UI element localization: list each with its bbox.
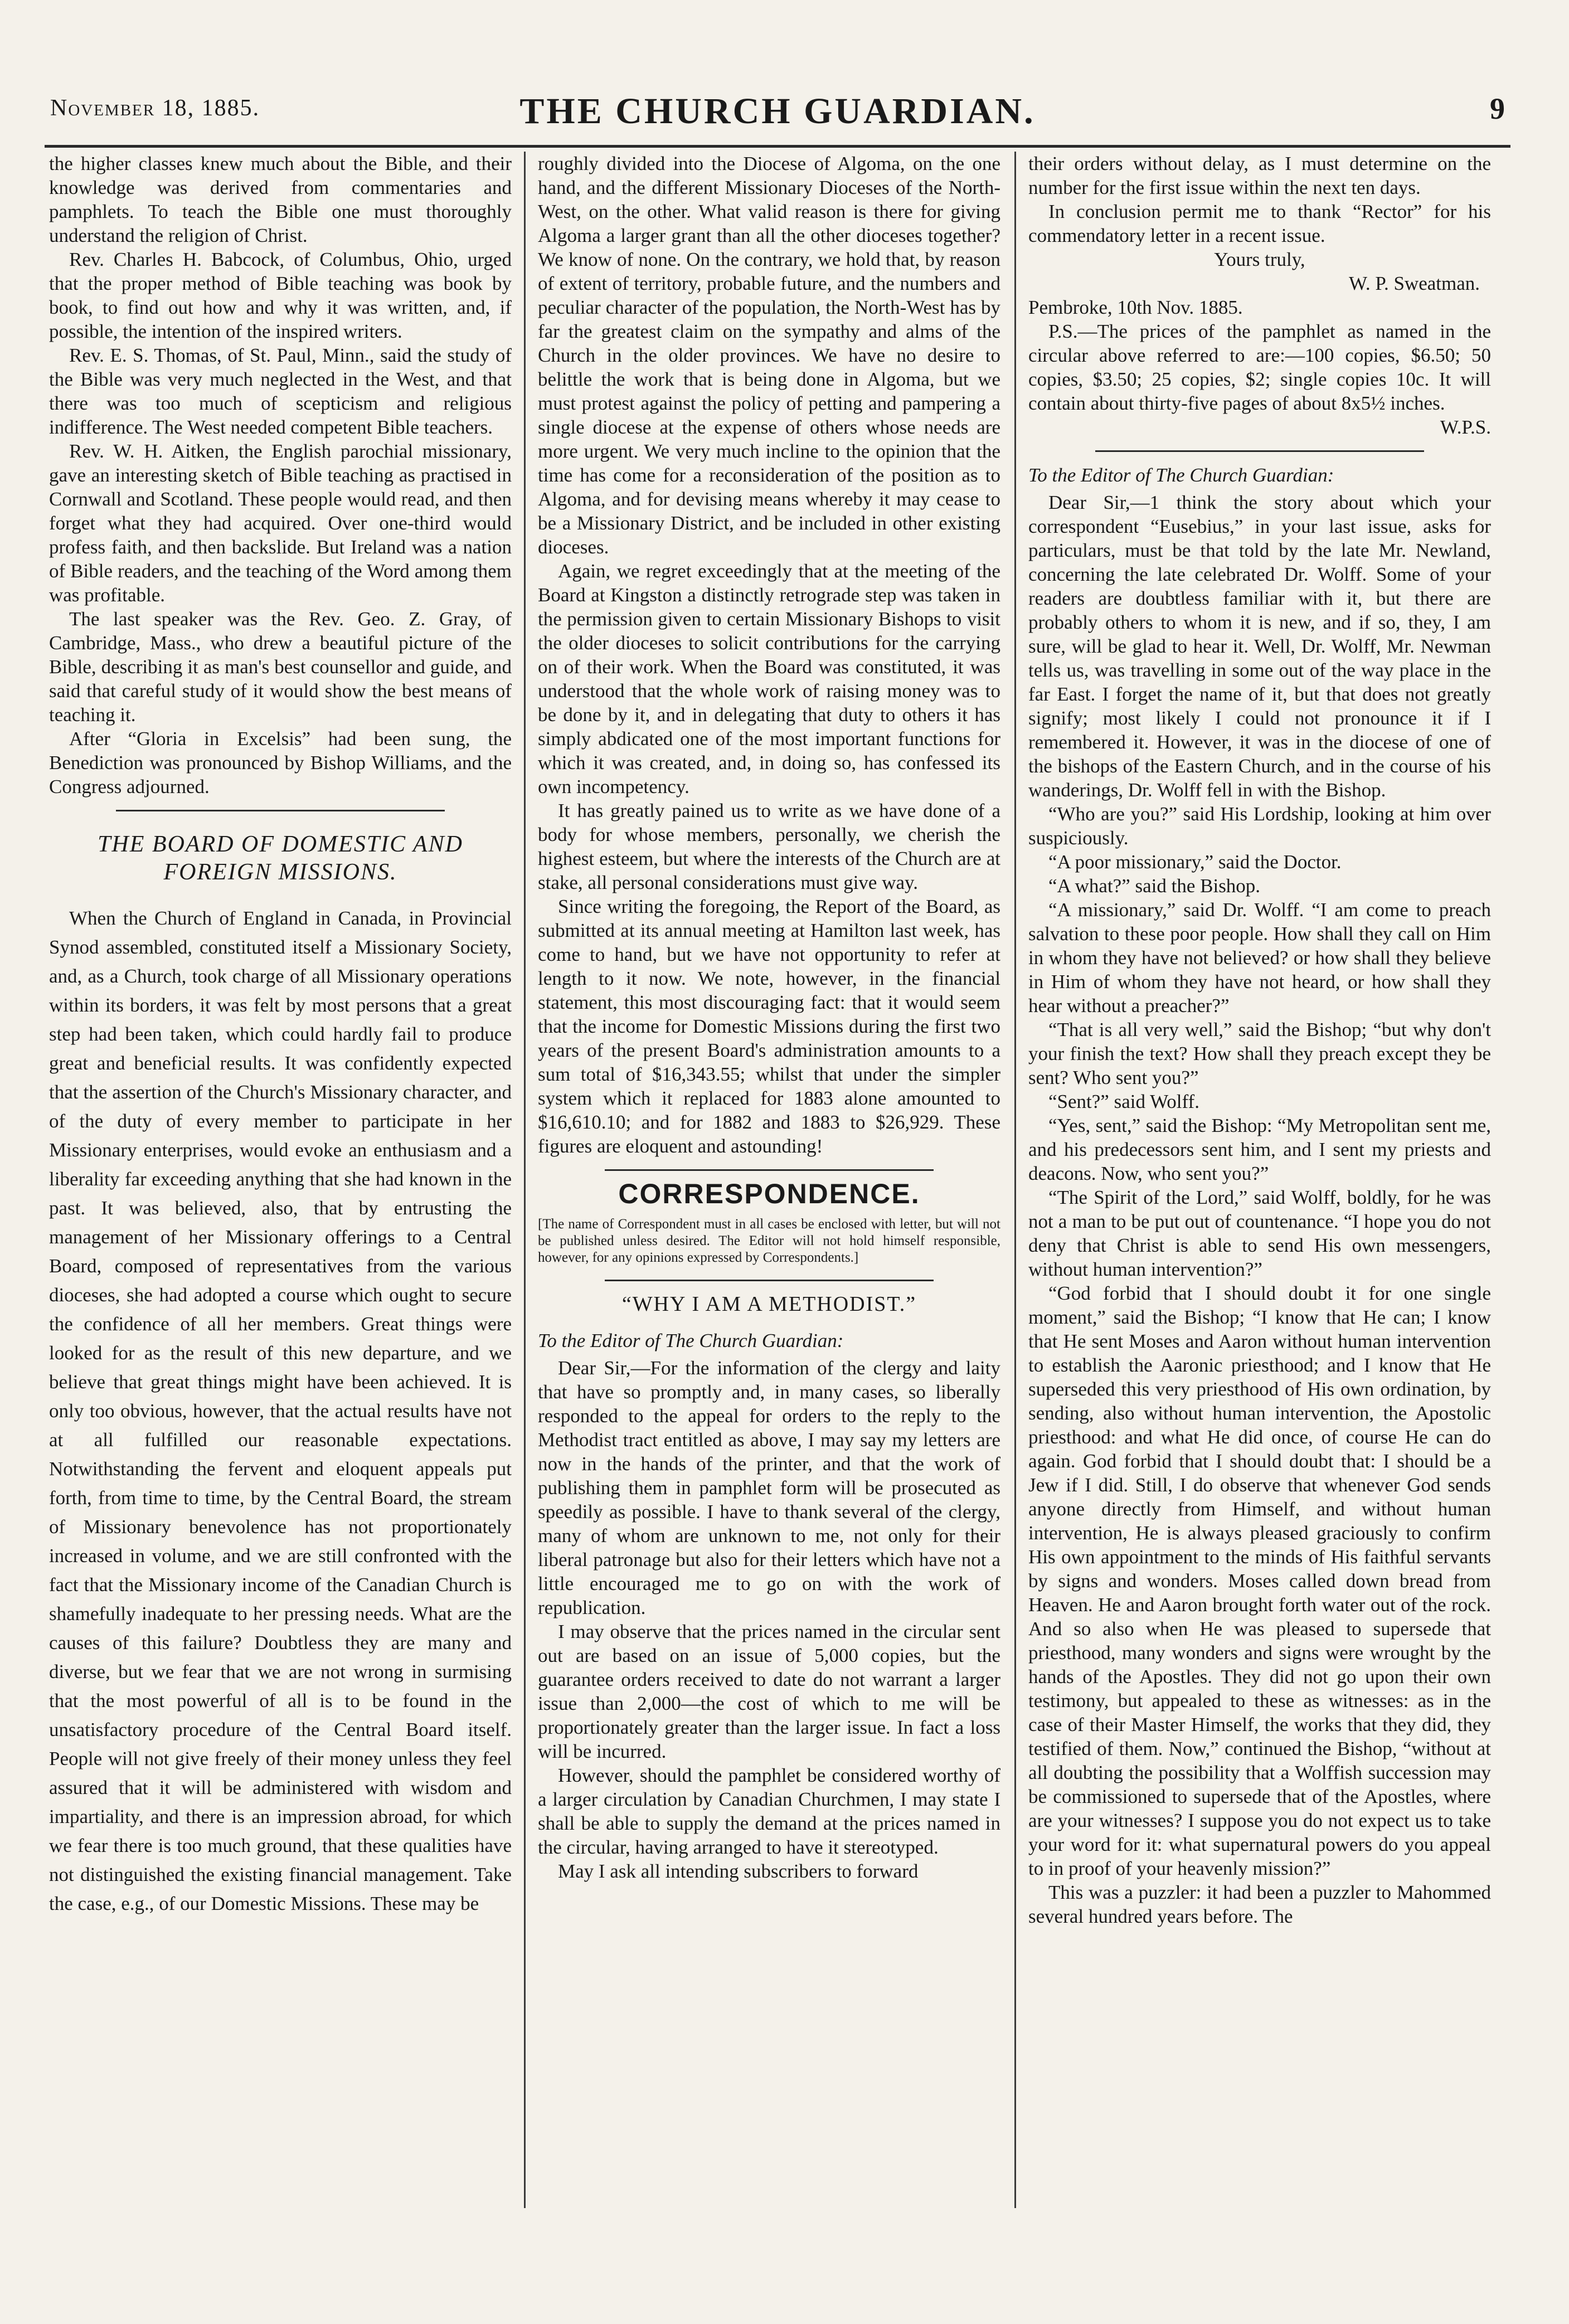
issue-date: November 18, 1885. xyxy=(50,95,260,121)
paragraph: “A what?” said the Bishop. xyxy=(1048,875,1261,897)
letter-dateline: Pembroke, 10th Nov. 1885. xyxy=(1028,296,1243,318)
letter-title: “WHY I AM A METHODIST.” xyxy=(621,1292,917,1316)
column-rule-2 xyxy=(1014,152,1016,2208)
column-rule-1 xyxy=(524,152,526,2208)
letter-salutation: To the Editor of The Church Guardian: xyxy=(538,1330,844,1351)
newspaper-title: THE CHURCH GUARDIAN. xyxy=(519,91,1036,132)
paragraph: Rev. Charles H. Babcock, of Columbus, Ohio, urged that the proper method of Bible teaching was book by book, to find out how and why it was written, and, if possible, the intention of the inspired writers. xyxy=(49,249,512,342)
letter-salutation: To the Editor of The Church Guardian: xyxy=(1028,464,1334,486)
paragraph: “God forbid that I should doubt it for one single moment,” said the Bishop; “I know that He can; I know that He sent Moses and Aaron without human intervention to establish the Aaronic priesthood; and I know that He superseded this very priesthood of His own ordination, by sending, also without human intervention, the Apostolic priesthood: and what He did once, of course He can do again. God forbid that I should doubt that: I should be a Jew if I did. Still, I do observe that whenever God sends anyone directly from Himself, and without human intervention, He is always pleased graciously to confirm His own appointment to the minds of His faithful servants by signs and wonders. Moses called down bread from Heaven. He and Aaron brought forth water out of the rock. And so also when He was pleased to supersede that priesthood, many wonders and signs were wrought by the hands of the Apostles. They did not go upon their own testimony, but appealed to these as witnesses: as in the case of their Master Himself, the works that they did, they testified of them. Now,” continued the Bishop, “without at all doubting the possibility that a Wolffish succession may be commissioned to supersede that of the Apostles, where are your witnesses? I suppose you do not expect us to take your word for it: what supernatural powers do you appeal to in proof of your heavenly mission?” xyxy=(1028,1282,1491,1879)
paragraph: I may observe that the prices named in the circular sent out are based on an issue of 5,000 copies, but the guarantee orders received to date do not warrant a larger issue than 2,000—the cost of which to me will be proportionately greater than the larger issue. In fact a loss will be incurred. xyxy=(538,1621,1000,1762)
paragraph: The last speaker was the Rev. Geo. Z. Gray, of Cambridge, Mass., who drew a beautiful picture of the Bible, describing it as man's best counsellor and guide, and said that careful study of it would show the best means of teaching it. xyxy=(49,608,512,726)
letter-signature: W. P. Sweatman. xyxy=(1349,273,1480,294)
paragraph: When the Church of England in Canada, in Provincial Synod assembled, constituted itself a Missionary Society, and, as a Church, took charge of all Missionary operations within its borders, it was felt by most persons that a great step had been taken, which could hardly fail to produce great and beneficial results. It was confidently expected that the assertion of the Church's Missionary character, and of the duty of every member to participate in her Missionary enterprises, would evoke an enthusiasm and a liberality far exceeding anything that she had known in the past. It was believed, also, that by entrusting the management of her Missionary offerings to a Central Board, composed of representatives from the various dioceses, she had adopted a course which ought to secure the confidence of all her members. Great things were looked for as the result of this new departure, and we believe that great things might have been achieved. It is only too obvious, however, that the actual results have not at all fulfilled our reasonable expectations. Notwithstanding the fervent and eloquent appeals put forth, from time to time, by the Central Board, the stream of Missionary benevolence has not proportionately increased in volume, and we are still confronted with the fact that the Missionary income of the Canadian Church is shamefully inadequate to her pressing needs. What are the causes of this failure? Doubtless they are many and diverse, but we fear that we are not wrong in surmising that the most powerful of all is to be found in the unsatisfactory procedure of the Central Board itself. People will not give freely of their money unless they feel assured that it will be administered with wisdom and impartiality, and there is an impression abroad, for which we fear there is too much ground, that these qualities have not distinguished the existing financial management. Take the case, e.g., of our Domestic Missions. These may be xyxy=(49,907,512,1914)
paragraph: “Sent?” said Wolff. xyxy=(1048,1091,1199,1112)
paragraph: “A poor missionary,” said the Doctor. xyxy=(1048,851,1342,873)
paragraph: After “Gloria in Excelsis” had been sung, the Benediction was pronounced by Bishop Williams, and the Congress adjourned. xyxy=(49,728,512,798)
paragraph: “Who are you?” said His Lordship, looking at him over suspiciously. xyxy=(1028,803,1491,849)
section-title: THE BOARD OF DOMESTIC AND FOREIGN MISSIONS. xyxy=(98,832,463,885)
paragraph: “The Spirit of the Lord,” said Wolff, boldly, for he was not a man to be put out of countenance. “I hope you do not deny that Christ is able to send His own messengers, without human intervention?” xyxy=(1028,1187,1491,1280)
section-divider xyxy=(1095,450,1424,452)
column-1 xyxy=(49,152,512,2208)
paragraph: This was a puzzler: it had been a puzzler to Mahommed several hundred years before. The xyxy=(1028,1881,1491,1927)
column-2 xyxy=(538,152,1000,2208)
paragraph: the higher classes knew much about the Bible, and their knowledge was derived from commentaries and pamphlets. To teach the Bible one must thoroughly understand the religion of Christ. xyxy=(49,153,512,246)
page-header xyxy=(45,84,1510,148)
paragraph: In conclusion permit me to thank “Rector” for his commendatory letter in a recent issue. xyxy=(1028,201,1491,246)
paragraph: “A missionary,” said Dr. Wolff. “I am come to preach salvation to these poor people. How shall they call on Him in whom they have not believed? or how shall they believe in Him of whom they have not heard, or how shall they hear without a preacher?” xyxy=(1028,899,1491,1017)
editorial-body xyxy=(49,904,512,1918)
paragraph: “Yes, sent,” said the Bishop: “My Metropolitan sent me, and his predecessors sent him, and I sent my priests and deacons. Now, who sent you?” xyxy=(1028,1115,1491,1184)
editor-notice: [The name of Correspondent must in all cases be enclosed with letter, but will not be published unless desired. The Editor will not hold himself responsible, however, for any opinions expressed by Correspondents.] xyxy=(538,1217,1000,1265)
paragraph: Again, we regret exceedingly that at the meeting of the Board at Kingston a distinctly retrograde step was taken in the permission given to certain Missionary Bishops to visit the older dioceses to solicit contributions for the carrying on of their work. When the Board was constituted, it was understood that the whole work of raising money was to be done by it, and in delegating that duty to others it has simply abdicated one of the most important functions for which it was created, and, in doing so, has confessed its own incompetency. xyxy=(538,560,1000,798)
paragraph: Since writing the foregoing, the Report of the Board, as submitted at its annual meeting at Hamilton last week, has come to hand, but we have not opportunity to refer at length to it now. We note, however, in the financial statement, this most discouraging fact: that it would seem that the income for Domestic Missions during the first two years of the present Board's administration amounts to a sum total of $16,343.55; whilst that under the simpler system which it replaced for 1883 alone amounted to $16,610.10; and for 1882 and 1883 to $26,929. These figures are eloquent and astounding! xyxy=(538,896,1000,1157)
page-number: 9 xyxy=(1490,92,1505,125)
section-divider xyxy=(116,810,445,811)
section-divider xyxy=(605,1169,934,1171)
paragraph: May I ask all intending subscribers to forward xyxy=(558,1860,919,1882)
paragraph: roughly divided into the Diocese of Algoma, on the one hand, and the different Missionary Dioceses of the North-West, on the other. What valid reason is there for giving Algoma a larger grant than all the other dioceses together? We know of none. On the contrary, we hold that, by reason of extent of territory, probable future, and the numbers and peculiar character of the population, the North-West has by far the greatest claim on the sympathy and alms of the Church in the older provinces. We have no desire to belittle the work that is being done in Algoma, but we must protest against the policy of petting and pampering a single diocese at the expense of others whose needs are more urgent. We very much incline to the opinion that the time has come for a reconsideration of the position as to Algoma, and for devising means whereby it may cease to be a Missionary District, and be included in other existing dioceses. xyxy=(538,153,1000,558)
postscript: P.S.—The prices of the pamphlet as named in the circular above referred to are:—100 copies, $6.50; 50 copies, $3.50; 25 copies, $2; single copies 10c. It will contain about thirty-five pages of about 8x5½ inches. xyxy=(1028,320,1491,414)
paragraph: their orders without delay, as I must determine on the number for the first issue within the next ten days. xyxy=(1028,153,1491,198)
paragraph: It has greatly pained us to write as we have done of a body for whose members, personally, we cherish the highest esteem, but where the interests of the Church are at stake, all personal considerations must give way. xyxy=(538,800,1000,893)
postscript-initials: W.P.S. xyxy=(1440,416,1491,438)
paragraph: Rev. W. H. Aitken, the English parochial missionary, gave an interesting sketch of Bible teaching as practised in Cornwall and Scotland. These people would read, and then forget what they had acquired. Over one-third would profess faith, and then backslide. But Ireland was a nation of Bible readers, and the teaching of the Word among them was profitable. xyxy=(49,440,512,606)
letter-closing: Yours truly, xyxy=(1214,249,1305,270)
paragraph: “That is all very well,” said the Bishop; “but why don't your finish the text? How shall they preach except they be sent? Who sent you?” xyxy=(1028,1019,1491,1088)
section-divider xyxy=(605,1280,934,1281)
paragraph: However, should the pamphlet be considered worthy of a larger circulation by Canadian Churchmen, I may state I shall be able to supply the demand at the prices named in the circular, having arranged to have it stereotyped. xyxy=(538,1764,1000,1858)
paragraph: Dear Sir,—For the information of the clergy and laity that have so promptly and, in many cases, so liberally responded to the appeal for orders to the reply to the Methodist tract entitled as above, I may say my letters are now in the hands of the printer, and that the work of publishing them in pamphlet form will be prosecuted as speedily as possible. I have to thank several of the clergy, many of whom are unknown to me, not only for their liberal patronage but also for their letters which have not a little encouraged me to go on with the work of republication. xyxy=(538,1357,1000,1618)
paragraph: Dear Sir,—1 think the story about which your correspondent “Eusebius,” in your last issue, asks for particulars, must be that told by the late Mr. Newland, concerning the late celebrated Dr. Wolff. Some of your readers are doubtless familiar with it, but there are probably others to whom it is new, and if so, they, I am sure, will be glad to hear it. Well, Dr. Wolff, Mr. Newman tells us, was travelling in some out of the way place in the far East. I forget the name of it, but that does not greatly signify; most likely I could not pronounce it if I remembered it. However, it was in the diocese of one of the bishops of the Eastern Church, and in the course of his wanderings, Dr. Wolff fell in with the Bishop. xyxy=(1028,492,1491,801)
correspondence-heading: CORRESPONDENCE. xyxy=(618,1178,920,1209)
column-3 xyxy=(1028,152,1491,2208)
paragraph: Rev. E. S. Thomas, of St. Paul, Minn., said the study of the Bible was very much neglected in the West, and that there was too much of scepticism and religious indifference. The West needed competent Bible teachers. xyxy=(49,344,512,438)
